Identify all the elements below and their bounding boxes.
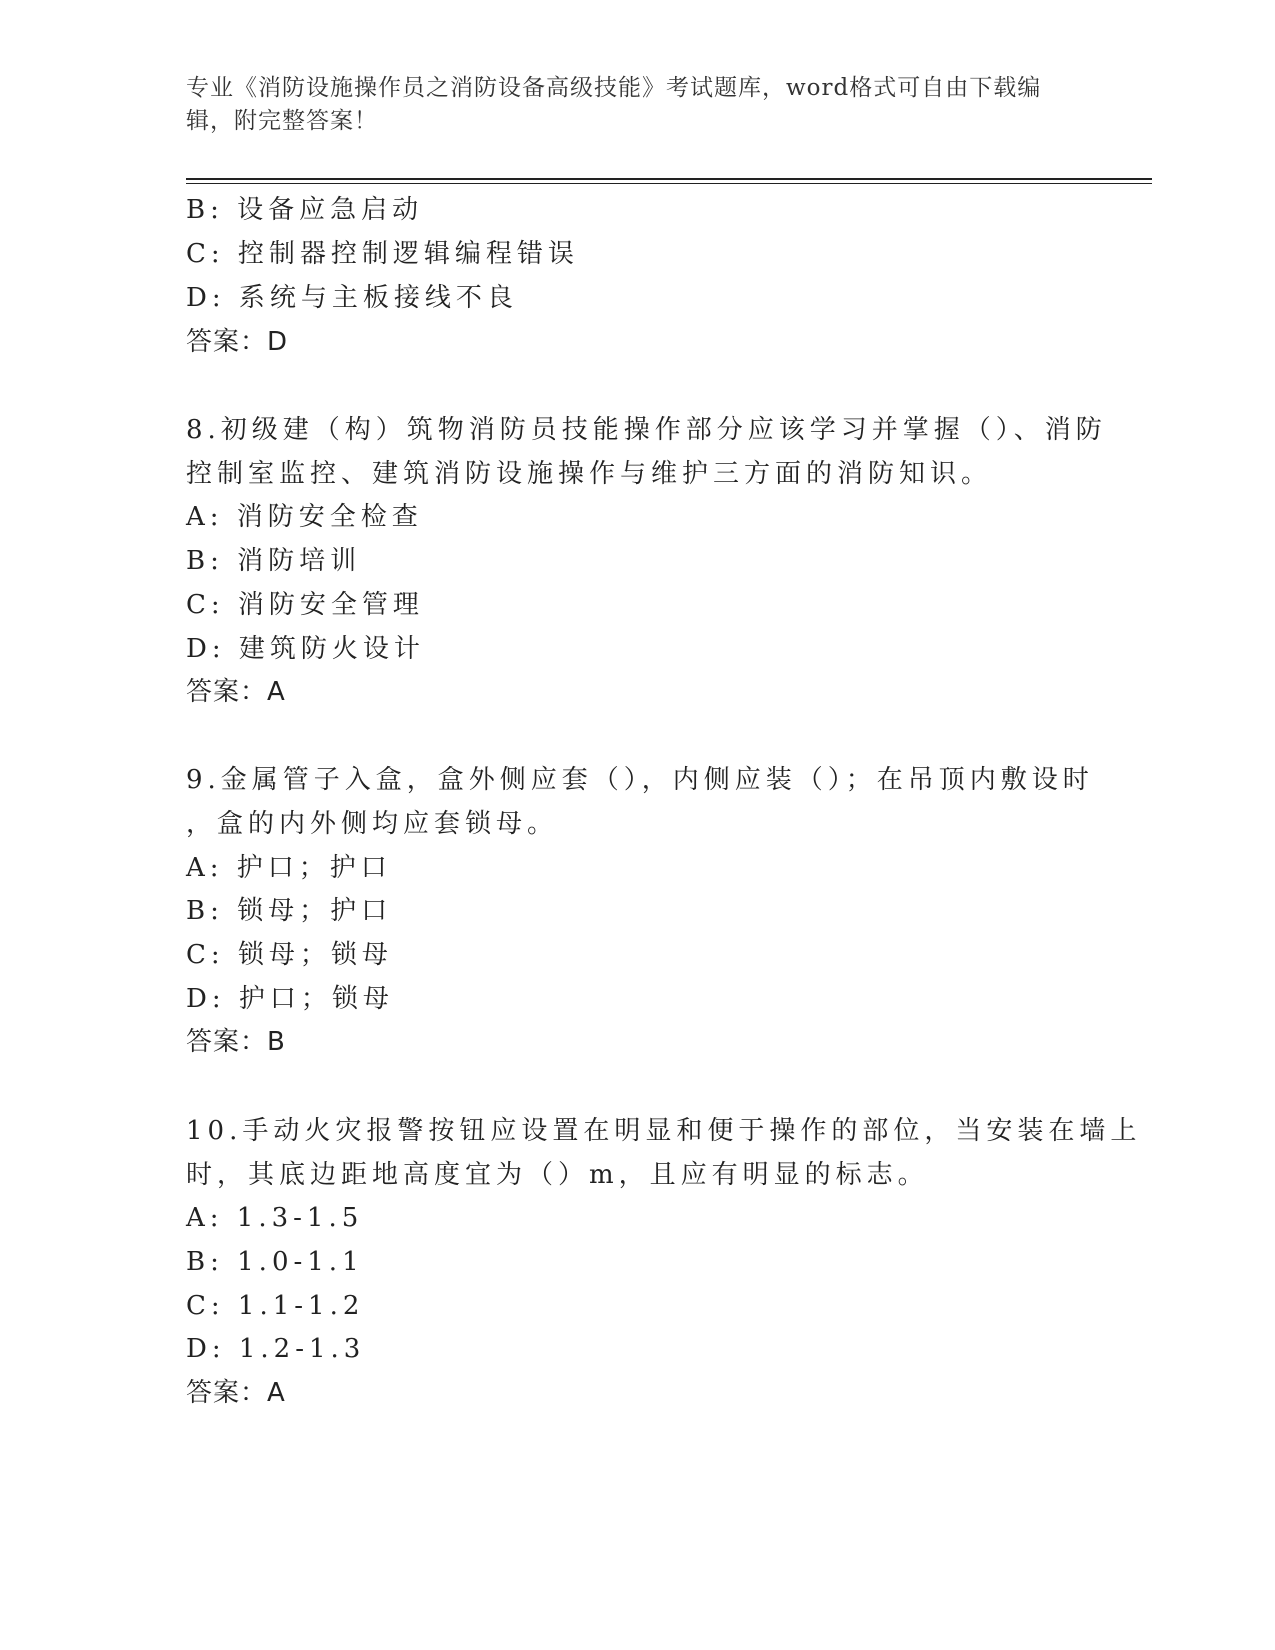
q9-answer: 答案：B [186, 1027, 286, 1057]
q10-option-b: B: 1.0-1.1 [186, 1247, 364, 1277]
q9-option-c: C: 锁母；锁母 [186, 940, 393, 970]
q7-option-d: D: 系统与主板接线不良 [186, 283, 518, 313]
q8-answer: 答案：A [186, 677, 286, 707]
q10-option-d: D: 1.2-1.3 [186, 1334, 366, 1364]
q9-stem-line2: ，盒的内外侧均应套锁母。 [186, 809, 559, 839]
q10-option-c: C: 1.1-1.2 [186, 1291, 365, 1321]
q8-stem-line2: 控制室监控、建筑消防设施操作与维护三方面的消防知识。 [186, 459, 993, 489]
header-rule-thin [186, 183, 1152, 184]
q8-stem-line1: 8.初级建（构）筑物消防员技能操作部分应该学习并掌握（）、消防 [186, 415, 1107, 445]
q8-option-b: B: 消防培训 [186, 546, 362, 576]
q10-stem-line1: 10.手动火灾报警按钮应设置在明显和便于操作的部位，当安装在墙上 [186, 1116, 1142, 1146]
q9-option-a: A: 护口；护口 [186, 853, 392, 883]
q8-option-a: A: 消防安全检查 [186, 502, 423, 532]
q10-answer: 答案：A [186, 1378, 286, 1408]
q7-option-b: B: 设备应急启动 [186, 195, 424, 225]
q8-option-c: C: 消防安全管理 [186, 590, 424, 620]
q8-option-d: D: 建筑防火设计 [186, 634, 425, 664]
page-header: 专业《消防设施操作员之消防设备高级技能》考试题库，word格式可自由下载编辑，附完整答案！ [186, 75, 1042, 134]
q9-stem-line1: 9.金属管子入盒，盒外侧应套（），内侧应装（）；在吊顶内敷设时 [186, 765, 1094, 795]
q10-stem-line2: 时，其底边距地高度宜为（）m，且应有明显的标志。 [186, 1160, 929, 1190]
q7-option-c: C: 控制器控制逻辑编程错误 [186, 239, 579, 269]
q9-option-b: B: 锁母；护口 [186, 896, 393, 926]
q7-answer: 答案：D [186, 327, 289, 357]
header-rule-thick [186, 178, 1152, 180]
q10-option-a: A: 1.3-1.5 [186, 1203, 364, 1233]
q9-option-d: D: 护口；锁母 [186, 984, 394, 1014]
